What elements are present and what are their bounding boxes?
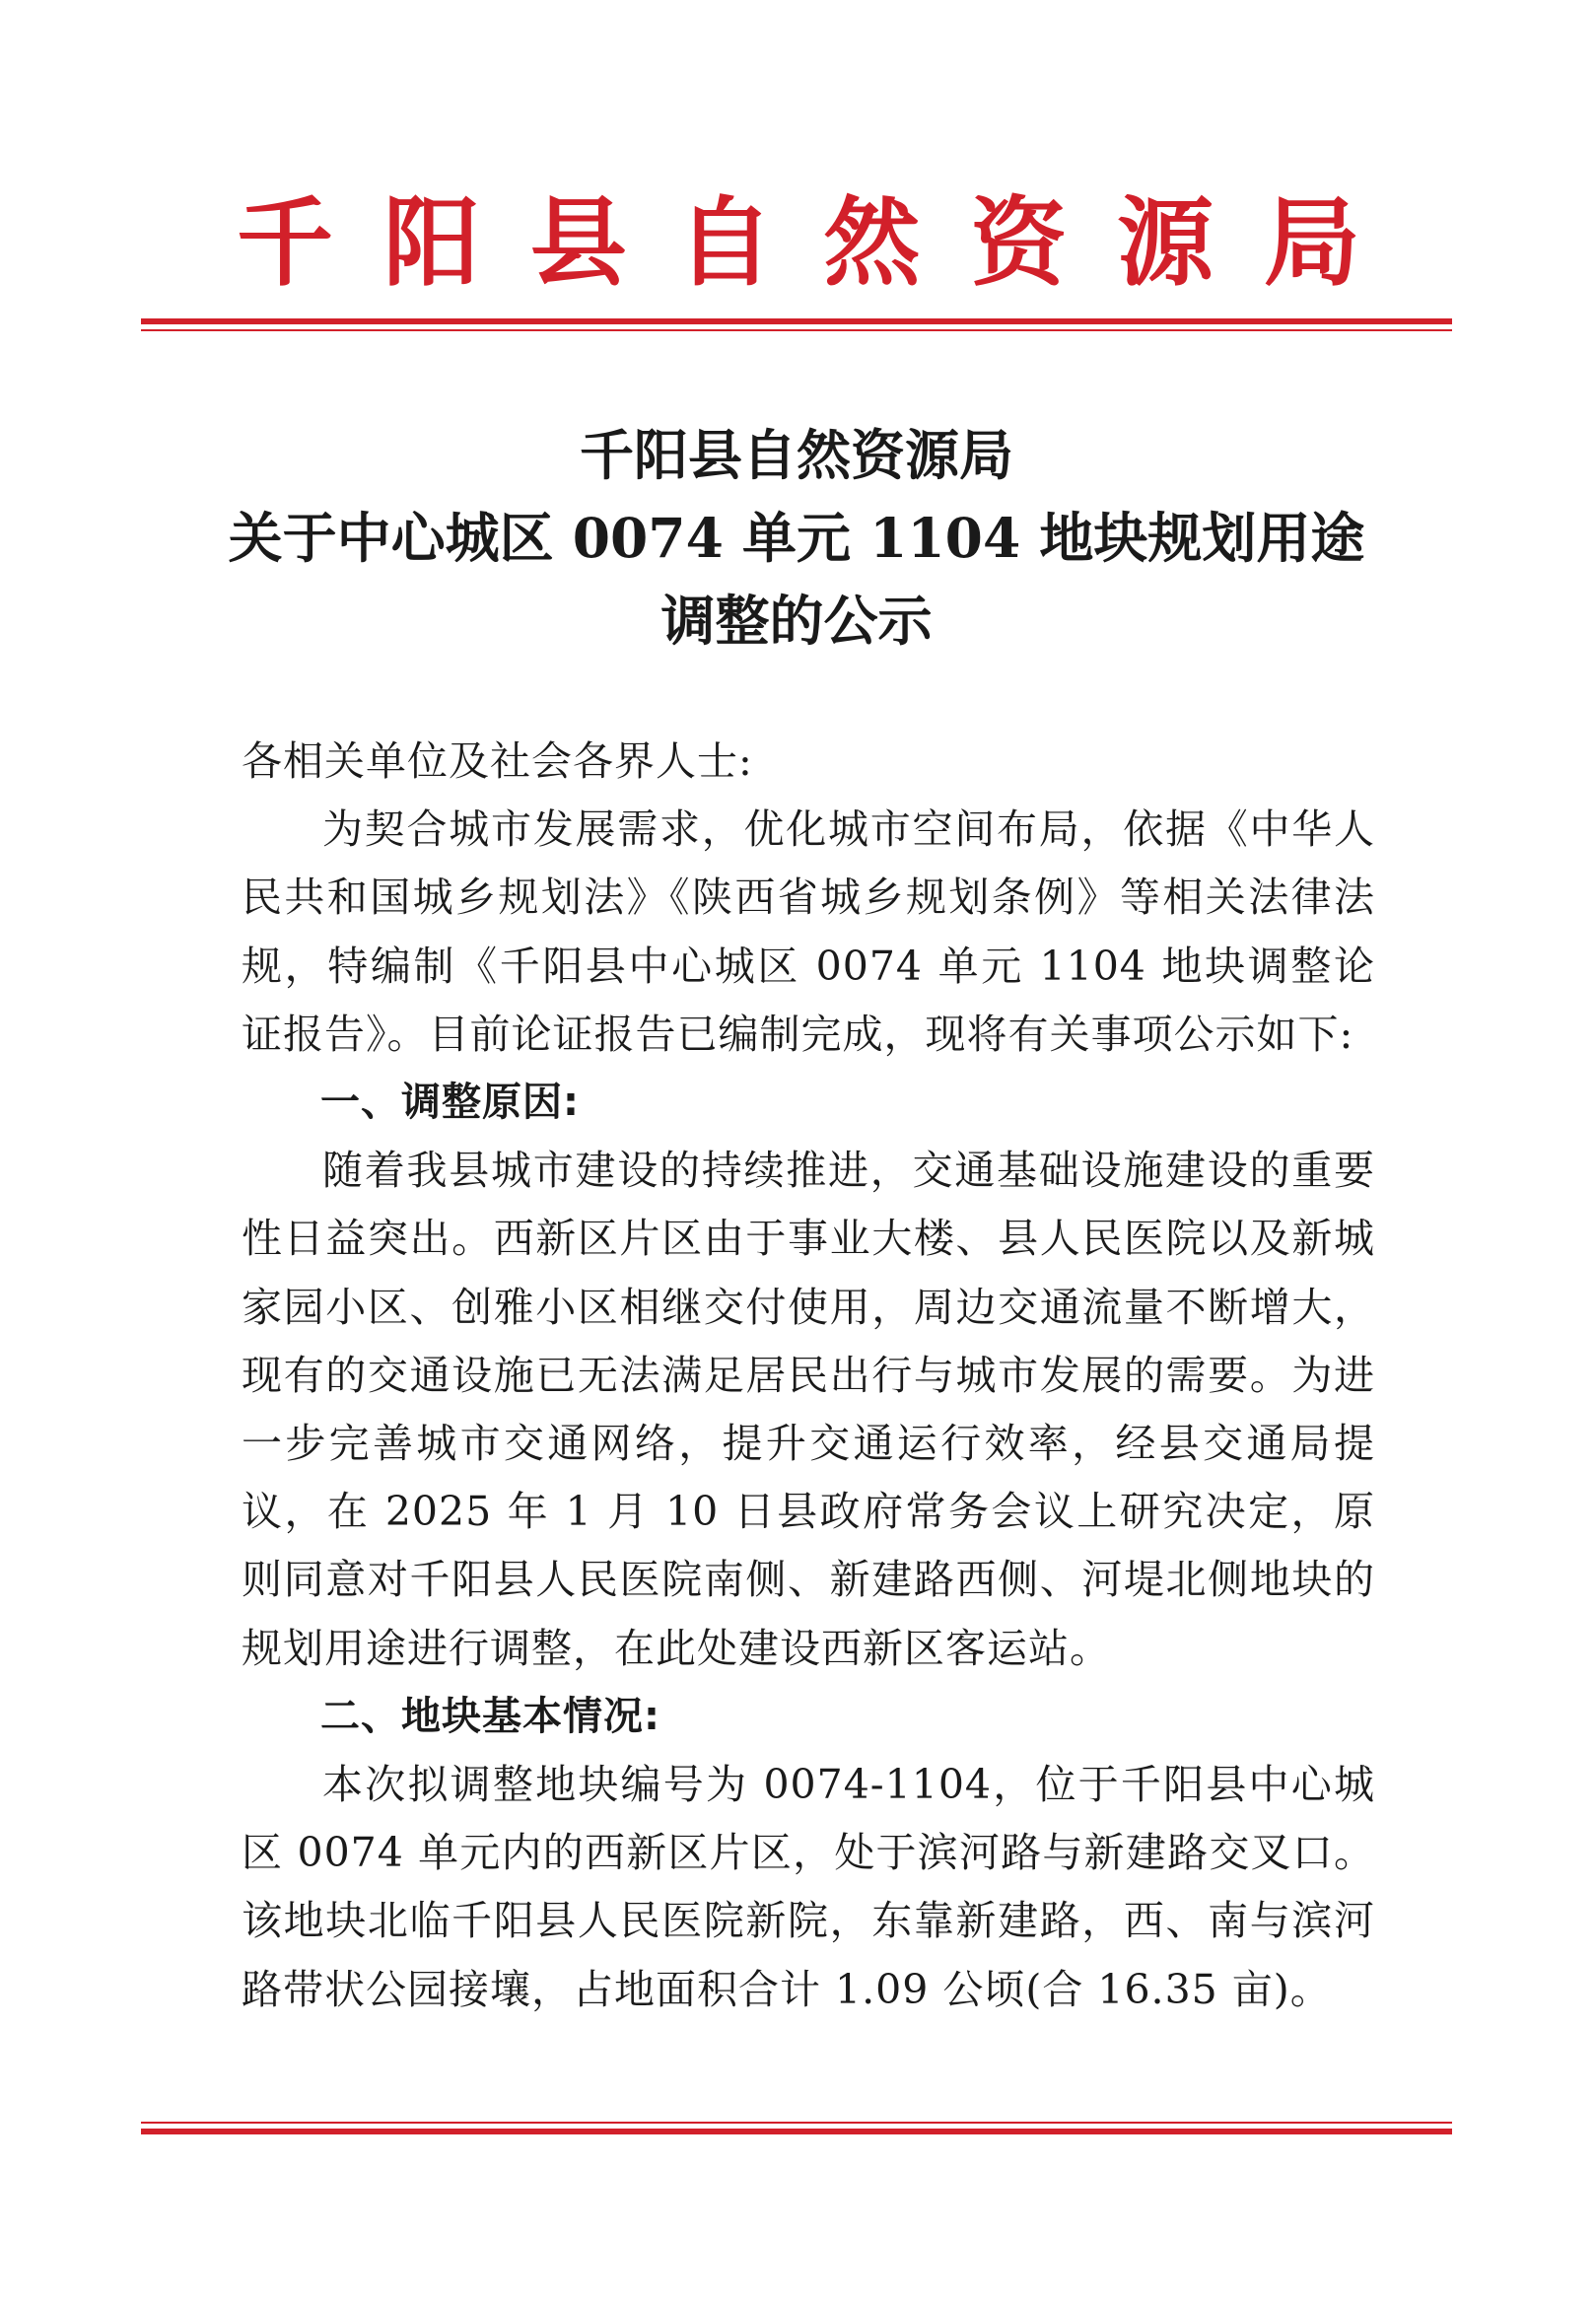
letterhead-red-rule [141, 318, 1452, 331]
letterhead-char: 源 [1117, 186, 1214, 300]
letterhead-char: 然 [823, 186, 921, 300]
section-1-heading: 一、调整原因: [320, 1080, 580, 1126]
letterhead-char: 局 [1263, 186, 1360, 300]
letterhead-char: 千 [237, 186, 334, 300]
section-2-paragraph: 本次拟调整地块编号为 0074-1104，位于千阳县中心城区 0074 单元内的西新区片区，处于滨河路与新建路交叉口。该地块北临千阳县人民医院新院，东靠新建路，西、南与滨河路带状公园接壤，占地面积合计 1.09 公顷(合 16.35 亩)。 [242, 1761, 1375, 2013]
footer-red-rule [141, 2122, 1452, 2134]
letterhead-char: 资 [970, 186, 1068, 300]
rule-thin-line [141, 329, 1452, 331]
rule-thick-line [141, 2129, 1452, 2134]
intro-paragraph: 为契合城市发展需求，优化城市空间布局，依据《中华人民共和国城乡规划法》《陕西省城乡规划条例》等相关法律法规，特编制《千阳县中心城区 0074 单元 1104 地块调整论证报告》。目前论证报告已编制完成，现将有关事项公示如下: [242, 805, 1375, 1058]
document-title [141, 414, 1452, 663]
title-line-2: 关于中心城区 0074 单元 1104 地块规划用途 [228, 506, 1365, 570]
section-1-paragraph: 随着我县城市建设的持续推进，交通基础设施建设的重要性日益突出。西新区片区由于事业大楼、县人民医院以及新城家园小区、创雅小区相继交付使用，周边交通流量不断增大，现有的交通设施已无法满足居民出行与城市发展的需要。为进一步完善城市交通网络，提升交通运行效率，经县交通局提议，在 2025 年 1 月 10 日县政府常务会议上研究决定，原则同意对千阳县人民医院南侧、新建路西侧、河堤北侧地块的规划用途进行调整，在此处建设西新区客运站。 [242, 1147, 1375, 1672]
section-2-heading: 二、地块基本情况: [320, 1693, 660, 1739]
document-body [242, 728, 1375, 2024]
salutation: 各相关单位及社会各界人士: [242, 737, 753, 785]
letterhead-char: 县 [529, 186, 627, 300]
letterhead-char: 自 [676, 186, 774, 300]
letterhead-char: 阳 [382, 186, 480, 300]
letterhead-agency-name [237, 186, 1360, 300]
title-line-1: 千阳县自然资源局 [579, 423, 1013, 487]
title-line-3: 调整的公示 [660, 589, 933, 653]
